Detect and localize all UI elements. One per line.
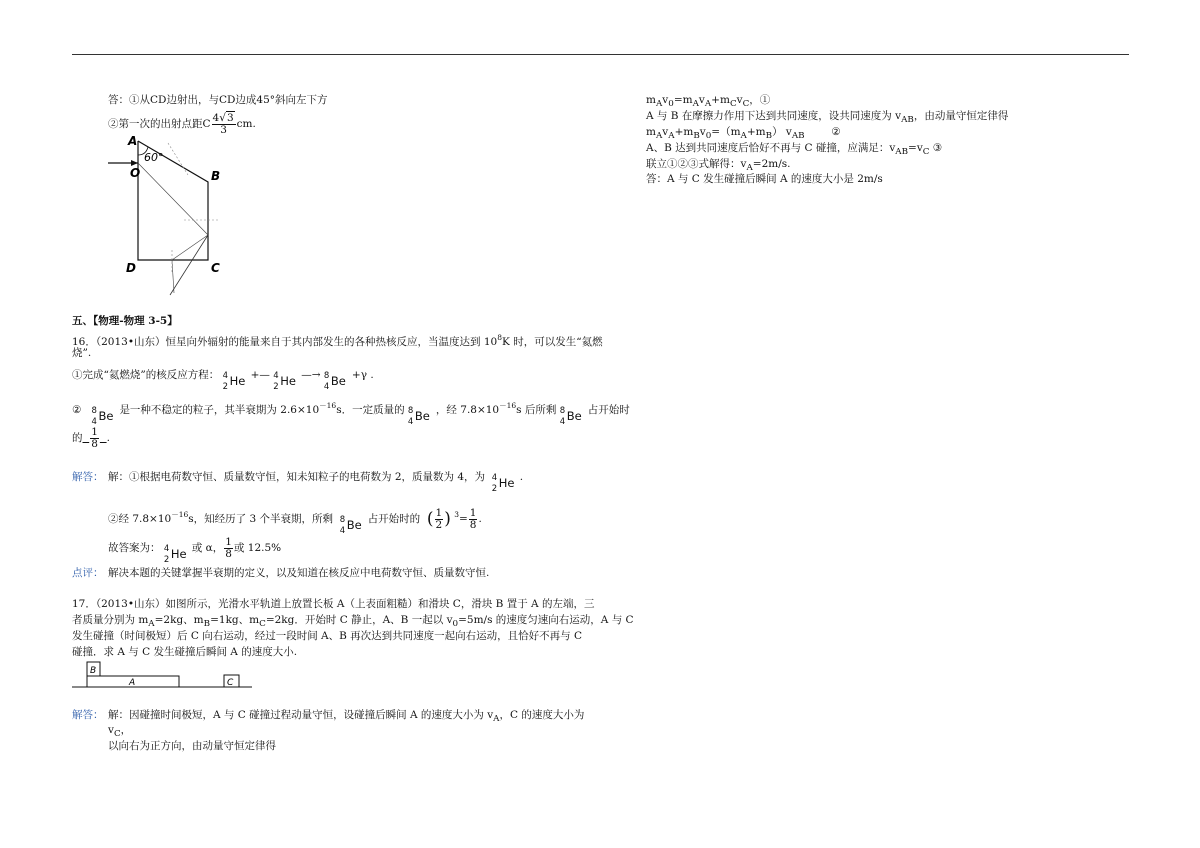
helium-nuclide	[163, 536, 192, 565]
element-symbol: Be	[98, 409, 114, 423]
atomic-number: 4	[559, 417, 566, 427]
denominator: 8	[91, 437, 98, 450]
normal-line	[168, 143, 188, 175]
text: 联立①②③式解得：$v_A=2m/s$.	[646, 158, 791, 174]
text: 解：因碰撞时间极短，A 与 C 碰撞过程动量守恒，设碰撞后瞬间 A 的速度大小为 $v_A$，C 的速度大小为	[108, 709, 585, 725]
numerator: 1	[469, 506, 477, 519]
answer-label	[72, 708, 104, 722]
text: 或 12.5%	[233, 542, 282, 554]
text: ②	[72, 404, 82, 416]
text: 是一种不稳定的粒子，其半衰期为 2.6×10	[119, 404, 320, 416]
denominator: 8	[469, 518, 477, 531]
fraction	[224, 537, 233, 560]
atomic-number: 4	[407, 417, 414, 427]
text: $m_Av_0=m_Av_A+m_Cv_C$，①	[646, 94, 771, 110]
solution-16-line2: ②经 $7.8\times 10^{-16}s$，知经历了 3 个半衰期，所剩 8 4 Be 占开始时的 ( $\frac{1}{2}$ ) $^3$= $\frac{1}{8}$ .	[108, 502, 482, 532]
reaction-arrow: —→	[301, 369, 321, 381]
text: ，经 7.8×10	[435, 404, 500, 416]
superscript: 8	[497, 333, 503, 342]
text: .	[478, 513, 482, 525]
beryllium-nuclide	[559, 398, 588, 427]
question-17-line1	[72, 597, 594, 611]
prism-diagram	[100, 135, 240, 300]
text: 或 α，	[191, 542, 224, 554]
answer-15-line1	[108, 93, 328, 107]
mass-number: 4	[273, 371, 279, 381]
text: .	[519, 471, 524, 483]
superscript: －16	[171, 510, 189, 519]
element-symbol: Be	[346, 518, 362, 532]
answer-15-line2	[108, 112, 256, 136]
denominator: 3	[220, 123, 227, 136]
element-symbol: Be	[414, 409, 430, 423]
comment-label	[72, 566, 104, 580]
right-line6	[646, 172, 883, 186]
superscript: －16	[319, 401, 337, 410]
beryllium-nuclide	[323, 363, 352, 392]
header-rule	[72, 54, 1129, 55]
atomic-number: 4	[91, 417, 97, 427]
fraction: $\frac{4√3}{3}$	[212, 111, 234, 136]
mass-number: 4	[163, 544, 170, 554]
atomic-number: 2	[163, 555, 170, 565]
atomic-number: 2	[491, 484, 498, 494]
text: 占开始时	[587, 404, 630, 416]
element-symbol: He	[498, 476, 515, 490]
text: s．一定质量的	[336, 404, 405, 416]
unit: cm.	[236, 118, 256, 130]
helium-nuclide	[491, 465, 520, 494]
numerator: 1	[435, 506, 443, 519]
answer-label	[72, 470, 104, 484]
solution-16-line3	[108, 535, 282, 565]
text: 碰撞．求 A 与 C 发生碰撞后瞬间 A 的速度大小.	[72, 646, 298, 658]
mass-number: 8	[339, 515, 346, 525]
atomic-number: 4	[339, 526, 346, 536]
text: ②经 7.8×10	[108, 513, 172, 525]
denominator: 8	[225, 547, 232, 560]
label-d: D	[126, 261, 136, 275]
text: .	[106, 432, 110, 444]
text: K 时，可以发生“氦燃	[502, 336, 603, 348]
question-16-line1	[72, 331, 603, 349]
beryllium-nuclide	[91, 398, 119, 427]
exponent: 3	[454, 510, 459, 519]
text: ①完成“氦燃烧”的核反应方程：	[72, 369, 220, 381]
text: 故答案为：	[108, 542, 161, 554]
label-b: B	[90, 666, 97, 676]
text: 答：A 与 C 发生碰撞后瞬间 A 的速度大小是 2m/s	[646, 173, 883, 185]
fraction	[469, 508, 478, 531]
text: A 与 B 在摩擦力作用下达到共同速度，设共同速度为 $v_{AB}$，由动量守恒定律得	[646, 110, 1009, 126]
label-c: C	[211, 261, 220, 275]
mass-number: 8	[91, 406, 97, 416]
text: ②第一次的出射点距C	[108, 118, 211, 130]
element-symbol: He	[170, 547, 187, 561]
text: 答：①从CD边射出，与CD边成45°斜向左下方	[108, 94, 328, 106]
mass-number: 4	[222, 371, 229, 381]
text: 解：①根据电荷数守恒、质量数守恒，知未知粒子的电荷数为 2，质量数为 4，为	[108, 471, 486, 483]
label-a: A	[129, 678, 136, 688]
solution-16-line1	[108, 464, 524, 494]
question-16-line2	[72, 346, 91, 360]
text: +γ .	[351, 369, 374, 381]
text: 16．（2013•山东）恒星向外辐射的能量来自于其内部发生的各种热核反应，当温度达到 10	[72, 336, 498, 348]
superscript: －16	[499, 401, 517, 410]
numerator: 1	[91, 425, 98, 438]
text: $v_C$，	[108, 724, 132, 740]
text: $m_Av_A+m_Bv_0=(m_A+m_B)$ $v_{AB}$ ②	[646, 126, 841, 142]
question-16-item2	[72, 393, 630, 427]
element-symbol: Be	[330, 374, 346, 388]
helium-nuclide	[222, 363, 251, 392]
question-17-line4	[72, 645, 297, 659]
text: 烧”.	[72, 347, 92, 359]
text: s，知经历了 3 个半衰期，所剩	[188, 513, 333, 525]
label-a: A	[128, 135, 138, 148]
helium-nuclide	[273, 363, 301, 392]
radicand: 3	[226, 111, 234, 124]
blocks-diagram	[72, 660, 262, 690]
reflected-ray	[172, 235, 208, 260]
mass-number: 8	[323, 371, 330, 381]
label-angle: 60°	[144, 151, 164, 164]
blank: +—	[250, 369, 270, 381]
question-16-item2-line2	[72, 425, 110, 451]
text: 者质量分别为 $m_A=2kg$、$m_B=1kg$、$m_C=2kg$．开始时 C 静止，A、B 一起以 $v_0=5m/s$ 的速度匀速向右运动，A 与 C	[72, 614, 634, 630]
text: s 后所剩	[516, 404, 557, 416]
comment-16	[108, 566, 489, 580]
numerator: 1	[225, 535, 232, 548]
text: 解决本题的关键掌握半衰期的定义，以及知道在核反应中电荷数守恒、质量数守恒.	[108, 567, 490, 579]
text: =	[458, 513, 468, 525]
atomic-number: 4	[323, 382, 330, 392]
text: 占开始时的	[367, 513, 421, 525]
question-16-item1	[72, 362, 374, 392]
exit-ray	[172, 260, 174, 293]
text: 17．（2013•山东）如图所示，光滑水平轨道上放置长板 A（上表面粗糙）和滑块 C，滑块 B 置于 A 的左端，三	[72, 598, 595, 610]
atomic-number: 2	[222, 382, 229, 392]
section-heading	[72, 314, 178, 328]
numerator: 4	[212, 111, 220, 124]
label-c: C	[227, 678, 234, 688]
solution-17-line1	[108, 708, 584, 726]
mass-number: 4	[491, 473, 498, 483]
beryllium-nuclide	[339, 507, 368, 536]
fraction: $\frac{1}{2}$	[435, 506, 443, 531]
fraction	[90, 427, 99, 450]
element-symbol: He	[229, 374, 246, 388]
extension-ray	[170, 235, 208, 295]
mass-number: 8	[407, 406, 414, 416]
mass-number: 8	[559, 406, 566, 416]
element-symbol: He	[280, 374, 296, 388]
text: 五、【物理-物理 3-5】	[72, 315, 178, 327]
text: A、B 达到共同速度后恰好不再与 C 碰撞，应满足：$v_{AB}=v_C$ ③	[646, 142, 943, 158]
text: 解答：	[72, 471, 104, 483]
beryllium-nuclide	[407, 398, 436, 427]
solution-17-line3	[108, 739, 276, 753]
atomic-number: 2	[273, 382, 279, 392]
question-17-line3	[72, 629, 582, 643]
element-symbol: Be	[566, 409, 582, 423]
text: 的	[72, 432, 83, 444]
text: 解答：	[72, 709, 104, 721]
refracted-ray	[138, 163, 208, 235]
label-b: B	[211, 169, 221, 183]
label-o: O	[130, 166, 141, 180]
text: 以向右为正方向，由动量守恒定律得	[108, 740, 276, 752]
text: 发生碰撞（时间极短）后 C 向右运动，经过一段时间 A、B 再次达到共同速度一起向右运动，且恰好不再与 C	[72, 630, 583, 642]
text: 点评：	[72, 567, 104, 579]
